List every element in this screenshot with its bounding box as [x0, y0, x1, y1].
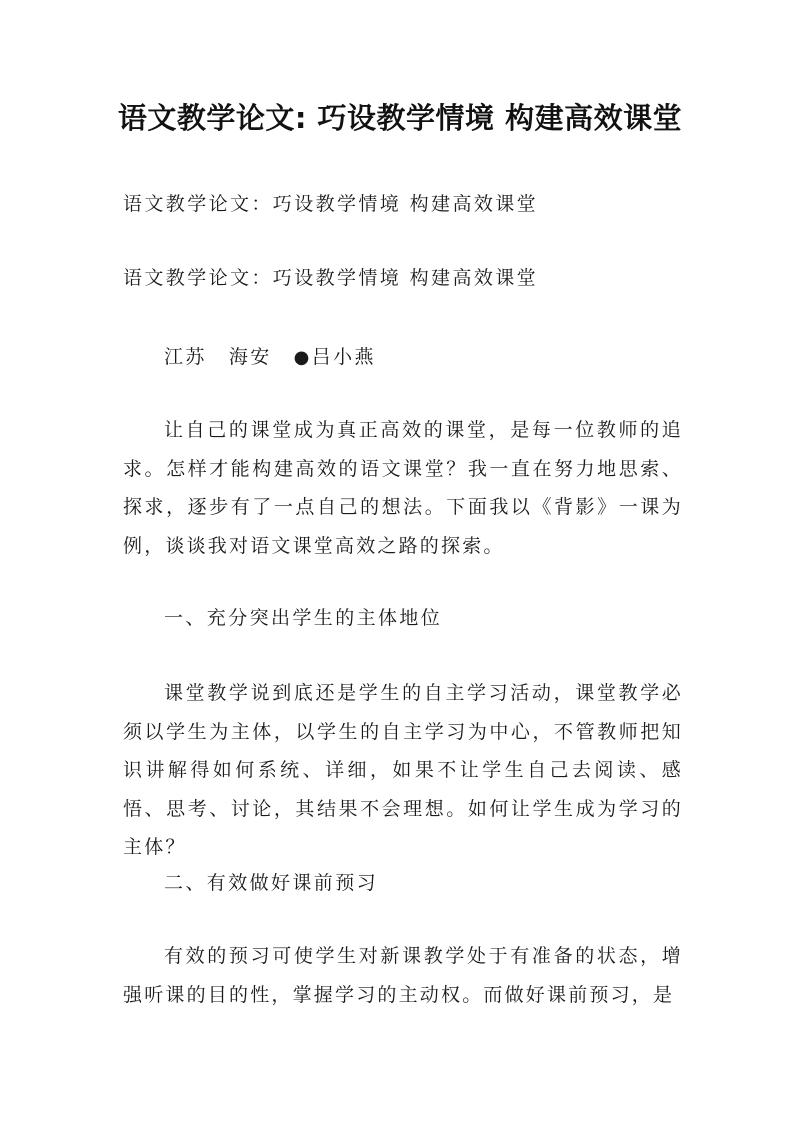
author-bullet: ● — [293, 347, 312, 368]
author-line — [164, 338, 376, 377]
body-paragraph-1: 让自己的课堂成为真正高效的课堂，是每一位教师的追求。怎样才能构建高效的语文课堂？我一直在努力地思索、探求，逐步有了一点自己的想法。下面我以《背影》一课为例，谈谈我对语文课堂高效之路的探索。 — [123, 419, 683, 557]
author-province: 江苏 — [164, 346, 207, 368]
subtitle-line-1: 语文教学论文：巧设教学情境 构建高效课堂 — [123, 193, 539, 215]
author-city: 海安 — [228, 346, 272, 368]
body-paragraph-3: 有效的预习可使学生对新课教学处于有准备的状态，增强听课的目的性，掌握学习的主动权。而做好课前预习，是 — [123, 945, 683, 1006]
section-heading-2: 二、有效做好课前预习 — [164, 872, 379, 894]
section-heading-1: 一、充分突出学生的主体地位 — [164, 607, 443, 629]
subtitle-line-2: 语文教学论文：巧设教学情境 构建高效课堂 — [123, 267, 539, 289]
page-title: 语文教学论文: 巧设教学情境 构建高效课堂 — [117, 101, 683, 135]
body-paragraph-2: 课堂教学说到底还是学生的自主学习活动，课堂教学必须以学生为主体，以学生的自主学习为中心，不管教师把知识讲解得如何系统、详细，如果不让学生自己去阅读、感悟、思考、讨论，其结果不会理想。如何让学生成为学习的主体？ — [123, 682, 683, 858]
author-name: 吕小燕 — [311, 346, 376, 368]
